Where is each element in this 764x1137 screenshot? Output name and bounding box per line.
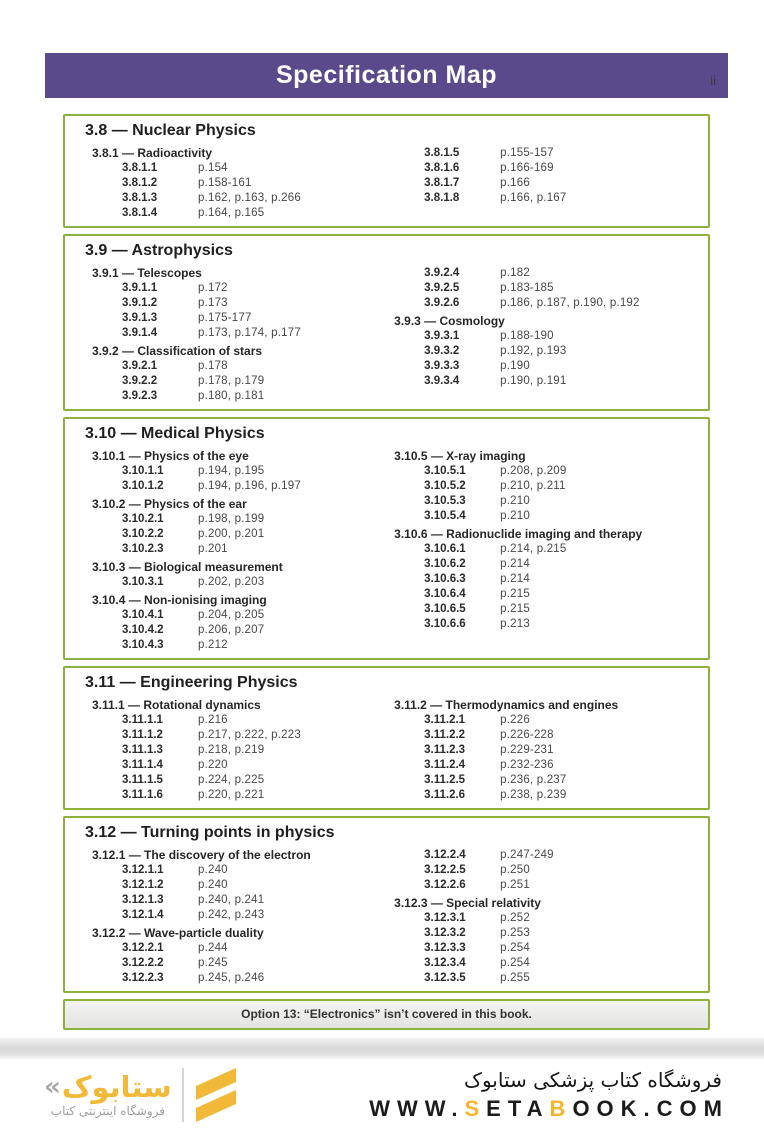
spec-pages: p.204, p.205	[198, 609, 265, 621]
spec-pages: p.173, p.174, p.177	[198, 327, 301, 339]
spec-pages: p.154	[198, 162, 228, 174]
spec-pages: p.232-236	[500, 759, 554, 771]
spec-row	[377, 296, 698, 311]
group-heading: 3.11.2 — Thermodynamics and engines	[394, 698, 619, 712]
section-column	[377, 695, 698, 803]
spec-row	[377, 848, 698, 863]
spec-code: 3.10.5.1	[424, 465, 466, 477]
spec-code: 3.11.2.6	[424, 789, 466, 801]
spec-code: 3.10.6.1	[424, 543, 466, 555]
spec-code: 3.10.3.1	[122, 576, 164, 588]
spec-code: 3.8.1.1	[122, 162, 158, 174]
spec-code: 3.9.1.1	[122, 282, 158, 294]
spec-code: 3.10.5.3	[424, 495, 466, 507]
spec-group	[377, 527, 698, 632]
spec-pages: p.155-157	[500, 147, 554, 159]
logo-wordmark-text: ستابوک	[61, 1070, 172, 1104]
spec-group	[377, 146, 698, 206]
logo-wordmark	[44, 1072, 172, 1102]
spec-row	[75, 389, 377, 404]
spec-pages: p.178	[198, 360, 228, 372]
spec-pages: p.254	[500, 942, 530, 954]
section-columns	[75, 446, 698, 653]
spec-group	[75, 698, 377, 803]
spec-code: 3.12.1.2	[122, 879, 164, 891]
spec-code: 3.12.3.3	[424, 942, 466, 954]
group-heading: 3.10.1 — Physics of the eye	[92, 449, 249, 463]
url-segment: ETA	[486, 1096, 550, 1121]
spec-code: 3.9.1.2	[122, 297, 158, 309]
spec-pages: p.188-190	[500, 330, 554, 342]
spec-code: 3.10.6.6	[424, 618, 466, 630]
spec-pages: p.166, p.167	[500, 192, 567, 204]
spec-pages: p.220, p.221	[198, 789, 265, 801]
spec-pages: p.210	[500, 510, 530, 522]
spec-row	[75, 374, 377, 389]
spec-code: 3.10.4.3	[122, 639, 164, 651]
spec-pages: p.202, p.203	[198, 576, 265, 588]
spec-group	[75, 344, 377, 404]
spec-pages: p.166	[500, 177, 530, 189]
spec-code: 3.12.2.5	[424, 864, 466, 876]
scanned-page	[0, 53, 764, 1133]
spec-code: 3.11.1.2	[122, 729, 163, 741]
spec-row	[75, 512, 377, 527]
spec-code: 3.10.6.5	[424, 603, 466, 615]
spec-code: 3.12.2.2	[122, 957, 164, 969]
spec-pages: p.166-169	[500, 162, 554, 174]
spec-row	[377, 956, 698, 971]
spec-code: 3.9.1.3	[122, 312, 158, 324]
spec-row	[377, 911, 698, 926]
section-title: 3.9 — Astrophysics	[85, 242, 233, 259]
spec-code: 3.12.3.5	[424, 972, 466, 984]
spec-sections	[63, 114, 710, 993]
spec-row	[377, 329, 698, 344]
spec-code: 3.9.3.2	[424, 345, 460, 357]
spec-pages: p.240	[198, 879, 228, 891]
spec-pages: p.226	[500, 714, 530, 726]
spec-row	[377, 557, 698, 572]
group-heading: 3.10.5 — X-ray imaging	[394, 449, 526, 463]
spec-row	[75, 893, 377, 908]
spec-pages: p.240	[198, 864, 228, 876]
spec-row	[377, 863, 698, 878]
spec-code: 3.10.2.3	[122, 543, 164, 555]
spec-row	[75, 743, 377, 758]
spec-pages: p.238, p.239	[500, 789, 567, 801]
spec-group	[75, 266, 377, 341]
spec-row	[75, 941, 377, 956]
spec-row	[377, 374, 698, 389]
spec-row	[377, 971, 698, 986]
spec-group	[377, 698, 698, 803]
spec-row	[75, 479, 377, 494]
spec-row	[377, 941, 698, 956]
spec-code: 3.8.1.2	[122, 177, 158, 189]
spec-row	[377, 266, 698, 281]
spec-code: 3.10.2.1	[122, 513, 164, 525]
spec-code: 3.9.3.4	[424, 375, 460, 387]
section-columns	[75, 845, 698, 986]
spec-code: 3.12.3.2	[424, 927, 466, 939]
spec-row	[75, 542, 377, 557]
spec-code: 3.9.2.3	[122, 390, 158, 402]
store-name-line: فروشگاه کتاب پزشکی ستابوک	[464, 1068, 722, 1092]
spec-group	[75, 497, 377, 557]
spec-pages: p.186, p.187, p.190, p.192	[500, 297, 640, 309]
spec-code: 3.8.1.4	[122, 207, 158, 219]
spec-code: 3.9.2.1	[122, 360, 158, 372]
spec-row	[377, 344, 698, 359]
option-note-text: Option 13: “Electronics” isn’t covered in this book.	[241, 1007, 532, 1021]
spec-row	[377, 926, 698, 941]
spec-pages: p.178, p.179	[198, 375, 265, 387]
chevron-logo-icon	[194, 1066, 238, 1124]
spec-group	[75, 560, 377, 590]
group-heading: 3.9.1 — Telescopes	[92, 266, 202, 280]
spec-pages: p.210, p.211	[500, 480, 566, 492]
spec-code: 3.11.1.4	[122, 759, 163, 771]
group-heading: 3.10.6 — Radionuclide imaging and therapy	[394, 527, 643, 541]
spec-row	[75, 908, 377, 923]
spec-pages: p.194, p.196, p.197	[198, 480, 301, 492]
spec-row	[75, 206, 377, 221]
section-columns	[75, 143, 698, 221]
spec-row	[75, 359, 377, 374]
spec-pages: p.214, p.215	[500, 543, 567, 555]
url-segment: OOK.COM	[572, 1096, 729, 1121]
spec-code: 3.8.1.3	[122, 192, 158, 204]
spec-code: 3.12.1.4	[122, 909, 164, 921]
section-box-3-12	[63, 816, 710, 993]
spec-code: 3.12.2.1	[122, 942, 164, 954]
section-title: 3.8 — Nuclear Physics	[85, 122, 256, 139]
spec-code: 3.11.1.3	[122, 744, 163, 756]
spec-pages: p.212	[198, 639, 228, 651]
spec-row	[377, 758, 698, 773]
spec-pages: p.192, p.193	[500, 345, 567, 357]
spec-code: 3.8.1.8	[424, 192, 460, 204]
spec-row	[377, 572, 698, 587]
spec-group	[377, 848, 698, 893]
spec-code: 3.12.1.3	[122, 894, 164, 906]
spec-pages: p.252	[500, 912, 530, 924]
group-heading: 3.10.4 — Non-ionising imaging	[92, 593, 267, 607]
spec-code: 3.10.1.1	[122, 465, 164, 477]
spec-pages: p.183-185	[500, 282, 554, 294]
spec-code: 3.8.1.7	[424, 177, 460, 189]
spec-pages: p.251	[500, 879, 530, 891]
spec-code: 3.10.4.2	[122, 624, 164, 636]
page-number: ii	[710, 73, 716, 88]
spec-group	[377, 896, 698, 986]
spec-code: 3.9.3.1	[424, 330, 460, 342]
url-segment: WWW.	[369, 1096, 465, 1121]
footer-right-block	[369, 1068, 729, 1122]
spec-pages: p.198, p.199	[198, 513, 265, 525]
spec-row	[377, 494, 698, 509]
spec-row	[75, 773, 377, 788]
group-heading: 3.11.1 — Rotational dynamics	[92, 698, 261, 712]
spec-code: 3.12.2.3	[122, 972, 164, 984]
spec-pages: p.229-231	[500, 744, 554, 756]
spec-pages: p.224, p.225	[198, 774, 265, 786]
group-heading: 3.10.3 — Biological measurement	[92, 560, 283, 574]
spec-pages: p.240, p.241	[198, 894, 265, 906]
spec-group	[75, 848, 377, 923]
group-heading: 3.12.2 — Wave-particle duality	[92, 926, 264, 940]
spec-row	[75, 971, 377, 986]
group-heading: 3.8.1 — Radioactivity	[92, 146, 213, 160]
group-heading: 3.12.3 — Special relativity	[394, 896, 541, 910]
spec-pages: p.190, p.191	[500, 375, 567, 387]
spec-row	[75, 296, 377, 311]
spec-pages: p.247-249	[500, 849, 554, 861]
spec-row	[75, 623, 377, 638]
option-note-bar	[63, 999, 710, 1030]
url-segment: B	[549, 1096, 573, 1121]
spec-row	[377, 713, 698, 728]
spec-pages: p.172	[198, 282, 228, 294]
spec-pages: p.214	[500, 558, 530, 570]
spec-code: 3.9.2.2	[122, 375, 158, 387]
spec-row	[75, 956, 377, 971]
spec-code: 3.9.2.6	[424, 297, 460, 309]
spec-row	[75, 326, 377, 341]
spec-row	[377, 617, 698, 632]
spec-row	[377, 176, 698, 191]
spec-code: 3.12.3.4	[424, 957, 466, 969]
group-heading: 3.9.3 — Cosmology	[394, 314, 505, 328]
spec-row	[75, 878, 377, 893]
spec-code: 3.11.2.4	[424, 759, 466, 771]
spec-row	[75, 281, 377, 296]
spec-pages: p.208, p.209	[500, 465, 567, 477]
spec-pages: p.210	[500, 495, 530, 507]
spec-row	[377, 878, 698, 893]
spec-code: 3.11.2.3	[424, 744, 466, 756]
spec-pages: p.254	[500, 957, 530, 969]
spec-code: 3.11.2.1	[424, 714, 466, 726]
spec-code: 3.10.1.2	[122, 480, 164, 492]
spec-pages: p.253	[500, 927, 530, 939]
spec-row	[377, 146, 698, 161]
spec-pages: p.242, p.243	[198, 909, 265, 921]
spec-row	[75, 176, 377, 191]
spec-row	[75, 638, 377, 653]
setabook-logo	[44, 1066, 238, 1124]
logo-tagline: فروشگاه اینترنتی کتاب	[50, 1104, 165, 1118]
spec-row	[377, 281, 698, 296]
section-title: 3.11 — Engineering Physics	[85, 674, 298, 691]
spec-pages: p.244	[198, 942, 228, 954]
spec-code: 3.10.5.4	[424, 510, 466, 522]
spec-code: 3.11.1.5	[122, 774, 163, 786]
spec-code: 3.12.2.4	[424, 849, 466, 861]
spec-pages: p.164, p.165	[198, 207, 265, 219]
section-columns	[75, 263, 698, 404]
section-box-3-10	[63, 417, 710, 660]
group-heading: 3.9.2 — Classification of stars	[92, 344, 263, 358]
spec-pages: p.216	[198, 714, 228, 726]
spec-row	[377, 542, 698, 557]
spec-row	[377, 161, 698, 176]
spec-pages: p.255	[500, 972, 530, 984]
spec-code: 3.12.1.1	[122, 864, 164, 876]
spec-pages: p.180, p.181	[198, 390, 265, 402]
spec-pages: p.226-228	[500, 729, 554, 741]
section-columns	[75, 695, 698, 803]
spec-pages: p.173	[198, 297, 228, 309]
website-url	[369, 1096, 729, 1122]
spec-group	[75, 593, 377, 653]
spec-row	[377, 788, 698, 803]
spec-row	[377, 773, 698, 788]
spec-group	[75, 146, 377, 221]
spec-pages: p.214	[500, 573, 530, 585]
spec-pages: p.245	[198, 957, 228, 969]
section-box-3-9	[63, 234, 710, 411]
bookstore-footer	[0, 1059, 764, 1137]
spec-row	[377, 587, 698, 602]
url-segment: S	[464, 1096, 487, 1121]
spec-code: 3.12.2.6	[424, 879, 466, 891]
spec-row	[75, 788, 377, 803]
group-heading: 3.12.1 — The discovery of the electron	[92, 848, 311, 862]
spec-code: 3.9.2.5	[424, 282, 460, 294]
spec-pages: p.215	[500, 588, 530, 600]
spec-code: 3.11.2.5	[424, 774, 466, 786]
spec-row	[377, 191, 698, 206]
header-bar	[45, 53, 728, 98]
logo-wordmark-block	[44, 1072, 172, 1118]
spec-row	[377, 743, 698, 758]
spec-row	[75, 713, 377, 728]
spec-code: 3.10.6.3	[424, 573, 466, 585]
spec-row	[75, 608, 377, 623]
spec-code: 3.9.3.3	[424, 360, 460, 372]
spec-code: 3.9.2.4	[424, 267, 460, 279]
spec-code: 3.12.3.1	[424, 912, 466, 924]
logo-divider	[182, 1068, 184, 1122]
spec-pages: p.215	[500, 603, 530, 615]
spec-row	[377, 479, 698, 494]
spec-code: 3.10.2.2	[122, 528, 164, 540]
spec-pages: p.190	[500, 360, 530, 372]
spec-row	[75, 311, 377, 326]
spec-pages: p.194, p.195	[198, 465, 265, 477]
spec-group	[377, 314, 698, 389]
spec-pages: p.201	[198, 543, 228, 555]
spec-pages: p.158-161	[198, 177, 252, 189]
section-box-3-8	[63, 114, 710, 228]
spec-pages: p.175-177	[198, 312, 252, 324]
spec-pages: p.162, p.163, p.266	[198, 192, 301, 204]
section-column	[75, 143, 377, 221]
spec-code: 3.10.5.2	[424, 480, 466, 492]
spec-row	[75, 527, 377, 542]
spec-pages: p.182	[500, 267, 530, 279]
section-column	[377, 845, 698, 986]
section-column	[377, 263, 698, 404]
spec-pages: p.217, p.222, p.223	[198, 729, 301, 741]
spec-row	[377, 728, 698, 743]
spec-group	[377, 449, 698, 524]
spec-code: 3.11.1.1	[122, 714, 163, 726]
spec-pages: p.213	[500, 618, 530, 630]
section-title: 3.10 — Medical Physics	[85, 425, 265, 442]
spec-row	[377, 464, 698, 479]
spec-pages: p.218, p.219	[198, 744, 265, 756]
spec-code: 3.8.1.5	[424, 147, 460, 159]
spec-code: 3.10.6.4	[424, 588, 466, 600]
group-heading: 3.10.2 — Physics of the ear	[92, 497, 247, 511]
spec-row	[75, 863, 377, 878]
page-title: Specification Map	[275, 61, 498, 89]
spec-row	[75, 575, 377, 590]
spec-row	[75, 161, 377, 176]
spec-group	[377, 266, 698, 311]
spec-row	[75, 464, 377, 479]
spec-row	[75, 191, 377, 206]
section-title: 3.12 — Turning points in physics	[85, 824, 335, 841]
spec-code: 3.10.4.1	[122, 609, 164, 621]
section-column	[377, 446, 698, 653]
spec-pages: p.250	[500, 864, 530, 876]
section-column	[75, 263, 377, 404]
logo-kaf-glyph: «	[44, 1072, 61, 1102]
scan-edge-shadow	[0, 1038, 764, 1059]
spec-code: 3.10.6.2	[424, 558, 466, 570]
spec-pages: p.220	[198, 759, 228, 771]
spec-row	[377, 359, 698, 374]
spec-row	[377, 509, 698, 524]
spec-row	[75, 758, 377, 773]
spec-code: 3.11.2.2	[424, 729, 466, 741]
spec-code: 3.11.1.6	[122, 789, 163, 801]
spec-pages: p.236, p.237	[500, 774, 567, 786]
section-box-3-11	[63, 666, 710, 810]
section-column	[75, 695, 377, 803]
section-column	[377, 143, 698, 221]
spec-code: 3.9.1.4	[122, 327, 158, 339]
spec-group	[75, 926, 377, 986]
spec-pages: p.200, p.201	[198, 528, 265, 540]
spec-code: 3.8.1.6	[424, 162, 460, 174]
spec-pages: p.206, p.207	[198, 624, 265, 636]
spec-row	[75, 728, 377, 743]
spec-group	[75, 449, 377, 494]
section-column	[75, 845, 377, 986]
spec-row	[377, 602, 698, 617]
spec-pages: p.245, p.246	[198, 972, 265, 984]
section-column	[75, 446, 377, 653]
